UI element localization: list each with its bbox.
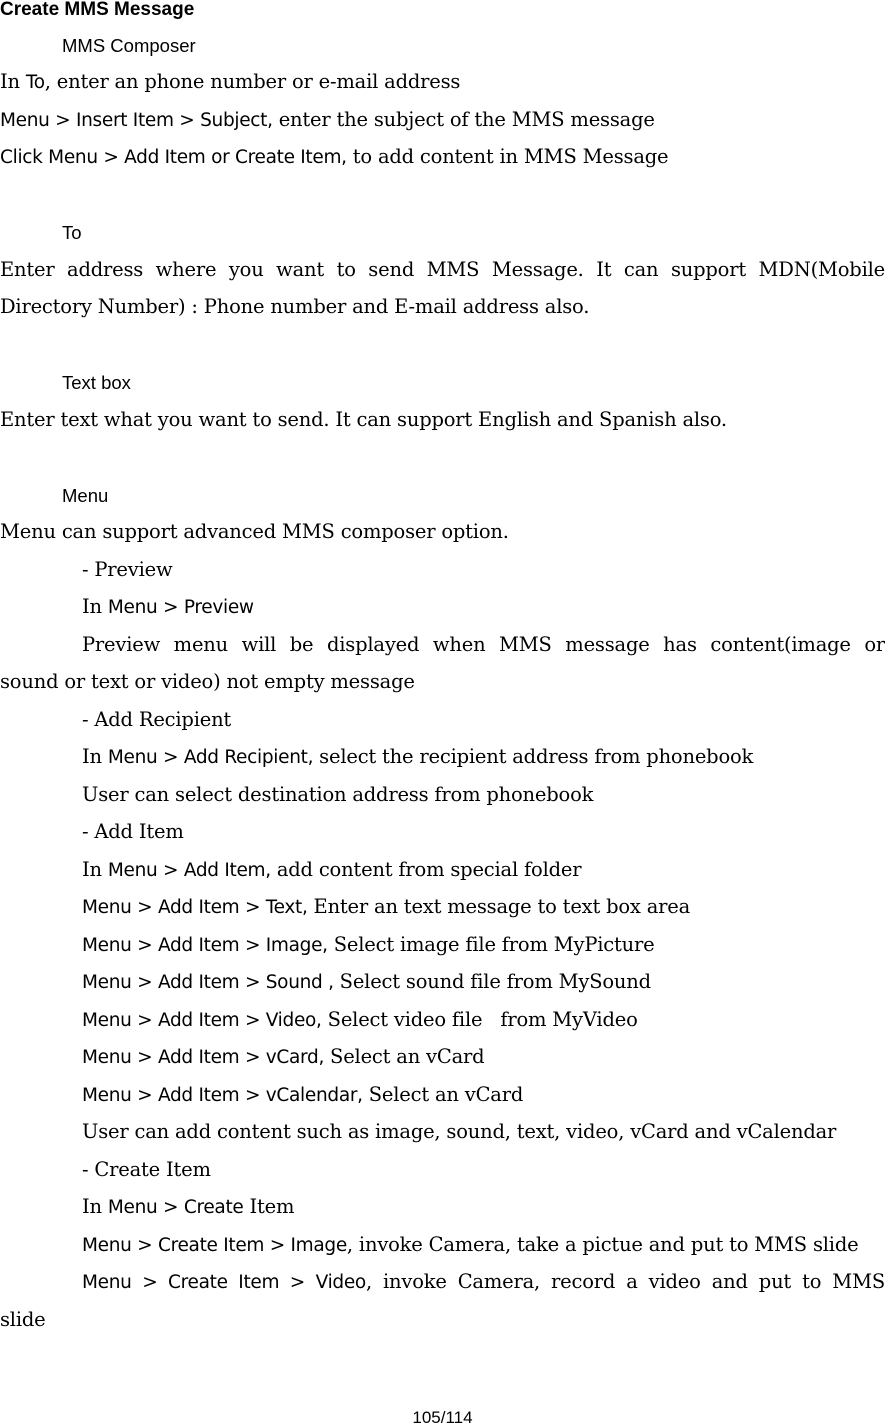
add-item-text: Menu > Add Item > Text, Enter an text message to text box area xyxy=(82,895,691,918)
menu-intro: Menu can support advanced MMS composer option. xyxy=(0,520,509,543)
add-item-sound: Menu > Add Item > Sound , Select sound file from MySound xyxy=(82,970,651,993)
composer-line-add-content: Click Menu > Add Item or Create Item, to add content in MMS Message xyxy=(0,145,669,168)
heading-mms-composer: MMS Composer xyxy=(62,35,196,56)
preview-desc-line-2: sound or text or video) not empty message xyxy=(0,670,415,693)
preview-title: - Preview xyxy=(82,558,173,581)
page-number: 105/114 xyxy=(412,1408,473,1427)
composer-line-to: In To, enter an phone number or e-mail address xyxy=(0,70,461,93)
heading-to: To xyxy=(62,222,82,243)
heading-menu: Menu xyxy=(62,485,109,506)
add-item-vcalendar: Menu > Add Item > vCalendar, Select an vCard xyxy=(82,1083,524,1106)
heading-text-box: Text box xyxy=(62,372,131,393)
add-item-path: In Menu > Add Item, add content from special folder xyxy=(82,858,582,881)
add-item-image: Menu > Add Item > Image, Select image file from MyPicture xyxy=(82,933,655,956)
add-item-video: Menu > Add Item > Video, Select video file from MyVideo xyxy=(82,1008,638,1031)
create-item-path: In Menu > Create Item xyxy=(82,1195,295,1218)
preview-desc-line-1: Preview menu will be displayed when MMS message has content(image or xyxy=(82,633,885,656)
preview-path: In Menu > Preview xyxy=(82,595,254,618)
create-item-video-cont: slide xyxy=(0,1308,46,1331)
add-recipient-title: - Add Recipient xyxy=(82,708,232,731)
create-item-title: - Create Item xyxy=(82,1158,211,1181)
composer-line-subject: Menu > Insert Item > Subject, enter the subject of the MMS message xyxy=(0,108,655,131)
to-paragraph-line-2: Directory Number) : Phone number and E-mail address also. xyxy=(0,295,590,318)
textbox-paragraph: Enter text what you want to send. It can support English and Spanish also. xyxy=(0,408,727,431)
add-item-desc: User can add content such as image, sound, text, video, vCard and vCalendar xyxy=(82,1120,837,1143)
add-item-vcard: Menu > Add Item > vCard, Select an vCard xyxy=(82,1045,485,1068)
add-recipient-path: In Menu > Add Recipient, select the recipient address from phonebook xyxy=(82,745,754,768)
add-recipient-desc: User can select destination address from phonebook xyxy=(82,783,594,806)
create-item-video: Menu > Create Item > Video, invoke Camera, record a video and put to MMS xyxy=(82,1270,885,1293)
to-paragraph-line-1: Enter address where you want to send MMS Message. It can support MDN(Mobile xyxy=(0,258,885,281)
document-title: Create MMS Message xyxy=(0,0,195,20)
create-item-image: Menu > Create Item > Image, invoke Camera, take a pictue and put to MMS slide xyxy=(82,1233,859,1256)
add-item-title: - Add Item xyxy=(82,820,184,843)
